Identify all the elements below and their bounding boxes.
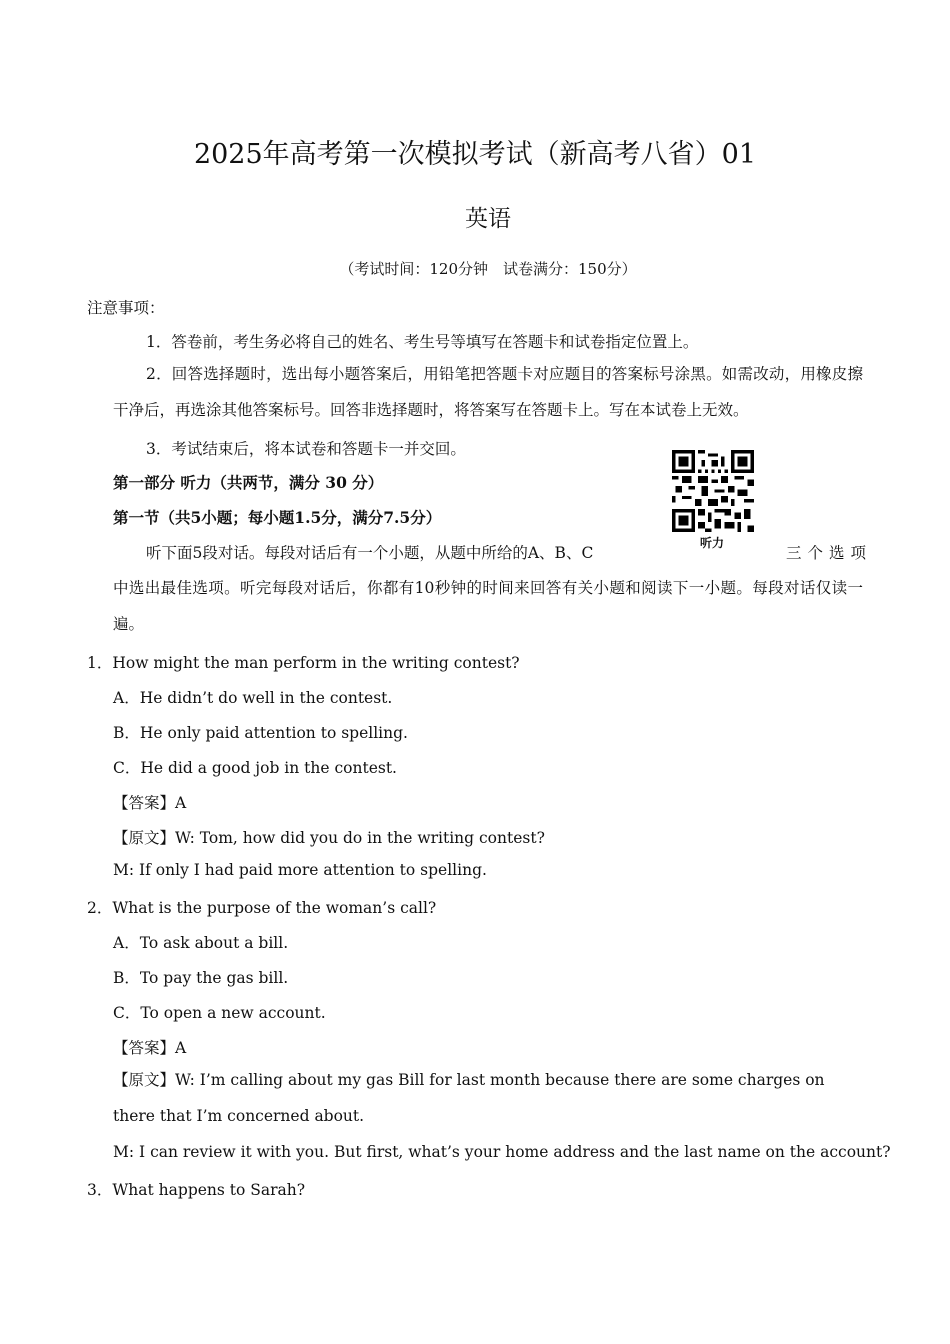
question-2-transcript-1: 【原文】W: I’m calling about my gas Bill for last month because there are some charges on there that I’m concerned about. (113, 1071, 825, 1125)
question-2-option-c: C．To open a new account. (113, 1004, 326, 1022)
question-1-option-b: B．He only paid attention to spelling. (113, 724, 408, 742)
question-1-answer: 【答案】A (113, 794, 187, 812)
question-2-answer: 【答案】A (113, 1039, 187, 1057)
instructions-rest: 中选出最佳选项。听完每段对话后，你都有10秒钟的时间来回答有关小题和阅读下一小题。每段对话仅读一遍。 (113, 579, 863, 633)
instructions-mid: 三个选项 (786, 544, 873, 562)
question-1-transcript-1: 【原文】W: Tom, how did you do in the writing contest? (113, 829, 545, 847)
instructions-start: 听下面5段对话。每段对话后有一个小题，从题中所给的A、B、C (146, 544, 594, 562)
question-2-stem: 2．What is the purpose of the woman’s call? (87, 899, 437, 917)
question-1-transcript-2: M: If only I had paid more attention to spelling. (113, 861, 487, 879)
qr-code-icon[interactable] (672, 450, 754, 532)
question-1-option-a: A．He didn’t do well in the contest. (113, 689, 393, 707)
notes-item-3: 3．考试结束后，将本试卷和答题卡一并交回。 (146, 440, 466, 458)
notes-item-2: 2．回答选择题时，选出每小题答案后，用铅笔把答题卡对应题目的答案标号涂黑。如需改动，用橡皮擦干净后，再选涂其他答案标号。回答非选择题时，将答案写在答题卡上。写在本试卷上无效。 (113, 365, 863, 419)
qr-caption: 听力 (700, 536, 725, 550)
question-2-option-b: B．To pay the gas bill. (113, 969, 289, 987)
section1-heading: 第一节（共5小题；每小题1.5分，满分7.5分） (113, 508, 442, 527)
part1-heading: 第一部分 听力（共两节，满分 30 分） (113, 473, 384, 492)
question-2-option-a: A．To ask about a bill. (113, 934, 289, 952)
question-2-transcript-2: M: I can review it with you. But first, what’s your home address and the last name on the account? (113, 1143, 891, 1161)
question-1-stem: 1．How might the man perform in the writing contest? (87, 654, 520, 672)
subject-title: 英语 (465, 206, 511, 232)
page-title: 2025年高考第一次模拟考试（新高考八省）01 (193, 139, 757, 170)
question-1-option-c: C．He did a good job in the contest. (113, 759, 397, 777)
question-3-stem: 3．What happens to Sarah? (87, 1181, 306, 1199)
notes-item-1: 1．答卷前，考生务必将自己的姓名、考生号等填写在答题卡和试卷指定位置上。 (146, 333, 699, 351)
notes-heading: 注意事项： (87, 299, 165, 317)
exam-meta: （考试时间：120分钟 试卷满分：150分） (339, 260, 637, 278)
